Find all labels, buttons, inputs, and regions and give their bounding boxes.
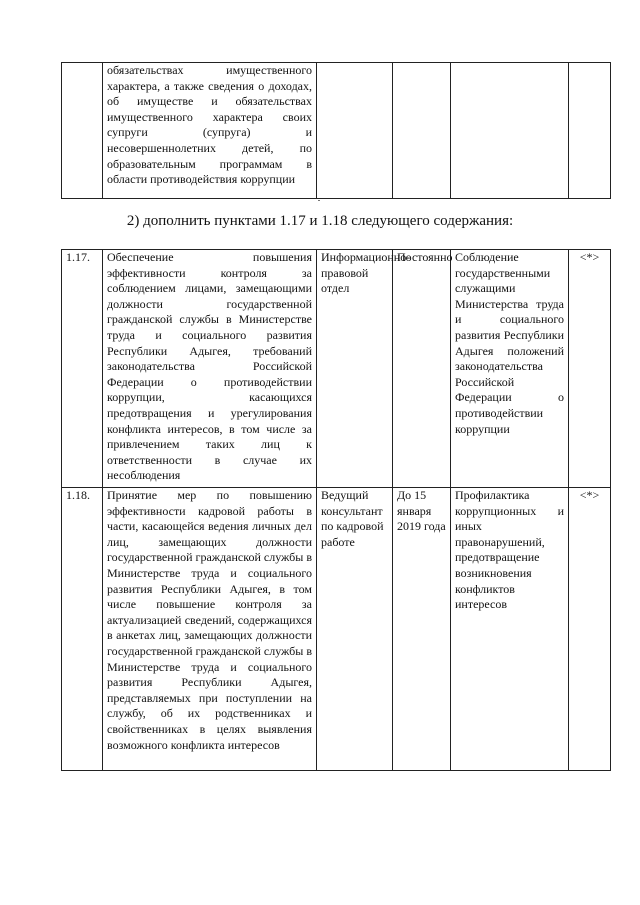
- result-cell: Соблюдение государственными служащими Министерства труда и социального развития Республики Адыгея положений законодательства Российской Федерации о противодействии коррупции: [451, 250, 569, 488]
- term-cell: [393, 63, 451, 199]
- executor-cell: Информационно-правовой отдел: [317, 250, 393, 488]
- measure-cell: обязательствах имущественного характера, а также сведения о доходах, об имуществе и обязательствах имущественного характера своих супруги (супруга) и несовершеннолетних детей, по образовательным программам в области противодействия коррупции: [103, 63, 317, 199]
- row-number: 1.18.: [62, 488, 103, 771]
- note-cell: [569, 63, 611, 199]
- measure-cell: Обеспечение повышения эффективности контроля за соблюдением лицами, замещающими должности государственной гражданской службы в Министерстве труда и социального развития Республики Адыгея, требований законодательства Российской Федерации о противодействии коррупции, касающихся предотвращения и урегулирования конфликта интересов, в том числе за привлечением таких лиц к ответственности в случае их несоблюдения: [103, 250, 317, 488]
- instruction-text: 2) дополнить пунктами 1.17 и 1.18 следующего содержания:: [126, 213, 514, 229]
- addition-table: [61, 249, 611, 771]
- row-number: 1.17.: [62, 250, 103, 488]
- table-row: [62, 488, 611, 771]
- executor-cell: [317, 63, 393, 199]
- num-cell: [62, 63, 103, 199]
- continuation-table: [61, 62, 611, 199]
- note-cell: <*>: [569, 488, 611, 771]
- scan-speck: [318, 200, 320, 201]
- measure-cell: Принятие мер по повышению эффективности кадровой работы в части, касающейся ведения личных дел лиц, замещающих должности государственной гражданской службы в Министерстве труда и социального развития Республики Адыгея, в том числе повышение контроля за актуализацией сведений, содержащихся в анкетах лиц, замещающих должности государственной гражданской службы в Министерстве труда и социального развития Республики Адыгея, представляемых при поступлении на службу, об их родственниках и свойственниках в целях выявления возможного конфликта интересов: [103, 488, 317, 771]
- term-cell: Постоянно: [393, 250, 451, 488]
- term-cell: До 15 января 2019 года: [393, 488, 451, 771]
- table-row: [62, 250, 611, 488]
- table-row: [62, 63, 611, 199]
- result-cell: Профилактика коррупционных и иных правонарушений, предотвращение возникновения конфликтов интересов: [451, 488, 569, 771]
- executor-cell: Ведущий консультант по кадровой работе: [317, 488, 393, 771]
- result-cell: [451, 63, 569, 199]
- note-cell: <*>: [569, 250, 611, 488]
